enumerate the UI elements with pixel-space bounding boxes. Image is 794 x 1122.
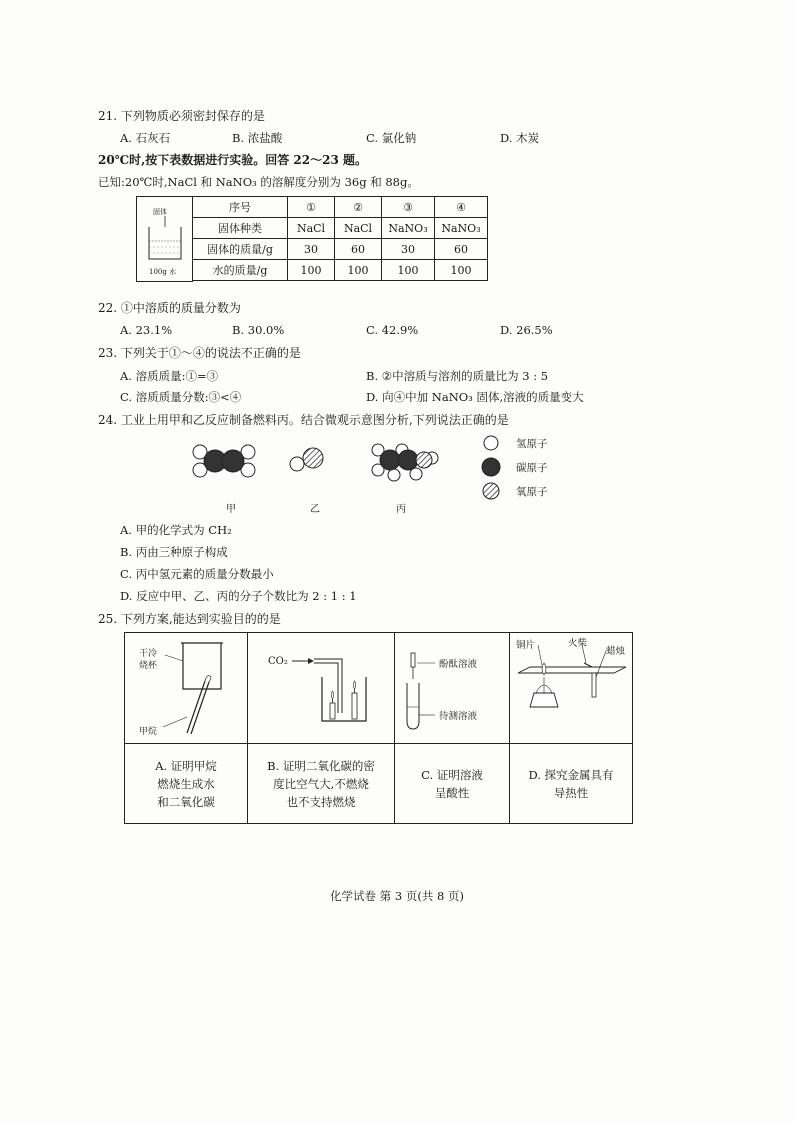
oxygen-legend-icon — [483, 483, 499, 499]
q22-stem: 22. ①中溶质的质量分数为 — [98, 301, 241, 315]
q22-option-c: C. 42.9% — [366, 323, 419, 337]
legend-carbon: 碳原子 — [516, 462, 548, 474]
table-cell: NaCl — [335, 218, 382, 239]
q21-stem: 21. 下列物质必须密封保存的是 — [98, 109, 265, 123]
table-cell: 30 — [382, 239, 435, 260]
table-cell: 固体的质量/g — [193, 239, 288, 260]
q25-stem: 25. 下列方案,能达到实验目的的是 — [98, 612, 281, 626]
figure-d-label-match: 火柴 — [568, 638, 588, 649]
q21-option-a: A. 石灰石 — [120, 131, 171, 145]
q24-option-b: B. 丙由三种原子构成 — [120, 545, 228, 559]
table-cell: 30 — [288, 239, 335, 260]
table-cell: 60 — [435, 239, 488, 260]
beaker-solid-label: 固体 — [153, 208, 167, 216]
legend-icons — [480, 434, 504, 500]
table-cell: 100 — [382, 260, 435, 281]
molecule-yi — [290, 448, 323, 471]
answer-c: C. 证明溶液 呈酸性 — [395, 744, 510, 824]
legend-hydrogen: 氢原子 — [516, 438, 548, 450]
q23-option-b: B. ②中溶质与溶剂的质量比为 3 : 5 — [366, 369, 549, 383]
q22-option-d: D. 26.5% — [500, 323, 553, 337]
experiment-table — [192, 196, 488, 281]
table-cell: 100 — [288, 260, 335, 281]
answer-b: B. 证明二氧化碳的密 度比空气大,不燃烧 也不支持燃烧 — [248, 744, 395, 824]
figure-c-label-top: 酚酞溶液 — [439, 659, 478, 670]
beaker-cell — [136, 196, 193, 282]
figure-b-co2-candles — [248, 633, 394, 743]
table-cell: NaCl — [288, 218, 335, 239]
figure-c-test-tube — [395, 633, 509, 743]
page-footer: 化学试卷 第 3 页(共 8 页) — [330, 889, 464, 903]
table-header: 序号 — [193, 197, 288, 218]
q24-option-a: A. 甲的化学式为 CH₂ — [120, 523, 232, 537]
figure-c-label-bottom: 待测溶液 — [439, 711, 478, 722]
molecule-bing — [372, 444, 438, 481]
q22-option-b: B. 30.0% — [232, 323, 285, 337]
carbon-legend-icon — [482, 458, 500, 476]
q23-option-d: D. 向④中加 NaNO₃ 固体,溶液的质量变大 — [366, 390, 584, 404]
table-cell: 100 — [335, 260, 382, 281]
table-header: ① — [288, 197, 335, 218]
answer-a: A. 证明甲烷 燃烧生成水 和二氧化碳 — [125, 744, 248, 824]
label-yi: 乙 — [310, 504, 320, 515]
label-bing: 丙 — [396, 504, 406, 515]
table-cell: 100 — [435, 260, 488, 281]
q24-option-c: C. 丙中氢元素的质量分数最小 — [120, 567, 274, 581]
q22-option-a: A. 23.1% — [120, 323, 173, 337]
q25-table — [124, 632, 633, 824]
table-header: ③ — [382, 197, 435, 218]
table-cell: NaNO₃ — [435, 218, 488, 239]
hydrogen-legend-icon — [484, 436, 498, 450]
q23-option-a: A. 溶质质量:①=③ — [120, 369, 219, 383]
molecule-jia — [193, 445, 255, 477]
table-cell: 水的质量/g — [193, 260, 288, 281]
q23-stem: 23. 下列关于①～④的说法不正确的是 — [98, 346, 301, 360]
figure-a-label-top2: 烧杯 — [139, 661, 158, 671]
q21-option-b: B. 浓盐酸 — [232, 131, 283, 145]
figure-a-cell — [125, 633, 248, 744]
figure-a-label-top: 干冷 — [139, 649, 158, 659]
table-row — [193, 218, 488, 239]
answer-d: D. 探究金属具有 导热性 — [510, 744, 633, 824]
figure-d-cell — [510, 633, 633, 744]
table-header: ② — [335, 197, 382, 218]
q24-stem: 24. 工业上用甲和乙反应制备燃料丙。结合微观示意图分析,下列说法正确的是 — [98, 413, 509, 427]
figure-b-cell — [248, 633, 395, 744]
table-cell: 60 — [335, 239, 382, 260]
table-header: ④ — [435, 197, 488, 218]
table-row — [193, 239, 488, 260]
q24-option-d: D. 反应中甲、乙、丙的分子个数比为 2 : 1 : 1 — [120, 589, 357, 603]
legend-oxygen: 氧原子 — [516, 486, 548, 498]
beaker-water-label: 100g 水 — [149, 268, 177, 276]
q21-option-d: D. 木炭 — [500, 131, 540, 145]
molecule-diagram — [190, 438, 450, 488]
table-cell: NaNO₃ — [382, 218, 435, 239]
table-row — [193, 260, 488, 281]
figure-b-gas-label: CO₂ — [268, 656, 288, 667]
figure-d-label-candle: 蜡烛 — [606, 646, 626, 657]
figure-d-label-copper: 铜片 — [516, 640, 536, 651]
figure-a-label-bottom: 甲烷 — [139, 727, 158, 737]
section-intro: 20℃时,按下表数据进行实验。回答 22～23 题。 — [98, 153, 368, 167]
label-jia: 甲 — [226, 504, 236, 515]
figure-c-cell — [395, 633, 510, 744]
q21-option-c: C. 氯化钠 — [366, 131, 417, 145]
q23-option-c: C. 溶质质量分数:③<④ — [120, 390, 242, 404]
known-info: 已知:20℃时,NaCl 和 NaNO₃ 的溶解度分别为 36g 和 88g。 — [98, 175, 419, 189]
table-cell: 固体种类 — [193, 218, 288, 239]
